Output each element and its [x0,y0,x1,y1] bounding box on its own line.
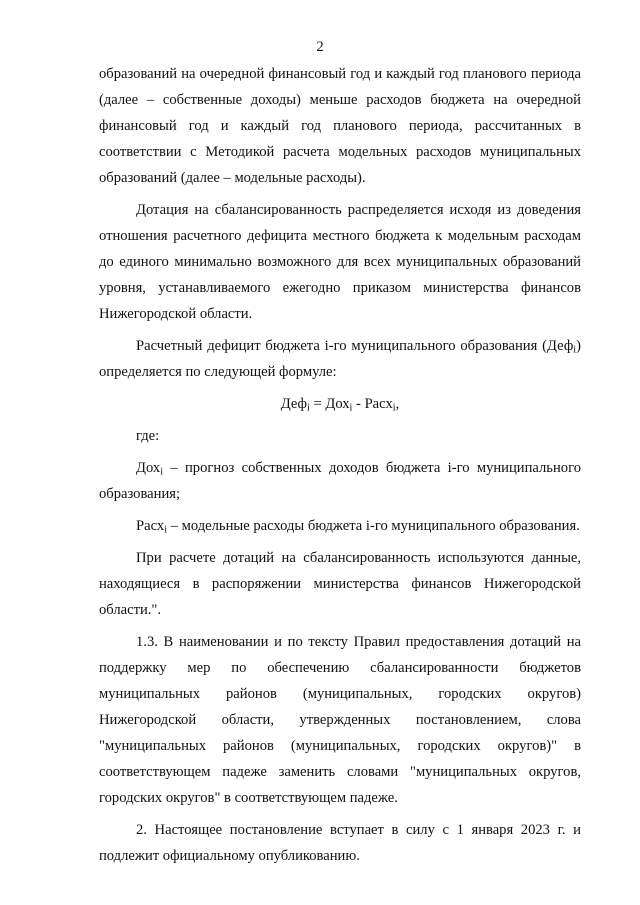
page-number: 2 [316,39,324,55]
deficit-subscript: i [573,344,577,356]
paragraph-data-source: При расчете дотаций на сбалансированность используются данные, находящиеся в распоряжении министерства финансов Нижегородской области.". [99,550,581,618]
expense-definition-text: – модельные расходы бюджета i-го муниципального образования. [167,518,580,534]
paragraph-deficit-definition [99,333,581,385]
income-term-sub: i [160,466,164,478]
deficit-definition-text-end: ) определяется по следующей формуле: [99,338,581,380]
body-text [99,61,581,869]
formula-end: , [395,396,400,412]
paragraph-item-1-3: 1.3. В наименовании и по тексту Правил предоставления дотаций на поддержку мер по обеспечению сбалансированности бюджетов муниципальных районов (муниципальных, городских округов) Нижегородской области, утвержденных постановлением, слова "муниципальных районов (муниципальных, городских округов)" в соответствующем падеже заменить словами "муниципальных округов, городских округов" в соответствующем падеже. [99,634,581,806]
formula-income-sub: i [349,402,353,414]
formula-expense-sub: i [392,402,396,414]
formula-expense: Расх [364,396,393,412]
formula-equals: = [309,396,326,412]
expense-term-sub: i [164,524,168,536]
deficit-formula [99,391,581,417]
income-term: Дох [136,460,161,476]
where-label: где: [136,428,160,444]
paragraph-item-2: 2. Настоящее постановление вступает в силу с 1 января 2023 г. и подлежит официальному опубликованию. [99,822,581,864]
expense-term: Расх [136,518,165,534]
paragraph-own-income-continuation: образований на очередной финансовый год и каждый год планового периода (далее – собственные доходы) меньше расходов бюджета на очередной финансовый год и каждый год планового периода, рассчитанных в соответствии с Методикой расчета модельных расходов муниципальных образований (далее – модельные расходы). [99,66,581,186]
formula-deficit: Деф [280,396,307,412]
deficit-definition-text: Расчетный дефицит бюджета i-го муниципального образования (Деф [136,338,574,354]
expense-definition [99,513,581,539]
paragraph-balance-grant-distribution: Дотация на сбалансированность распределяется исходя из доведения отношения расчетного дефицита местного бюджета к модельным расходам до единого минимально возможного для всех муниципальных образований уровня, устанавливаемого ежегодно приказом министерства финансов Нижегородской области. [99,202,581,322]
formula-deficit-sub: i [306,402,310,414]
income-definition [99,455,581,507]
income-definition-text: – прогноз собственных доходов бюджета i-го муниципального образования; [99,460,581,502]
formula-income: Дох [325,396,350,412]
formula-minus: - [352,396,365,412]
